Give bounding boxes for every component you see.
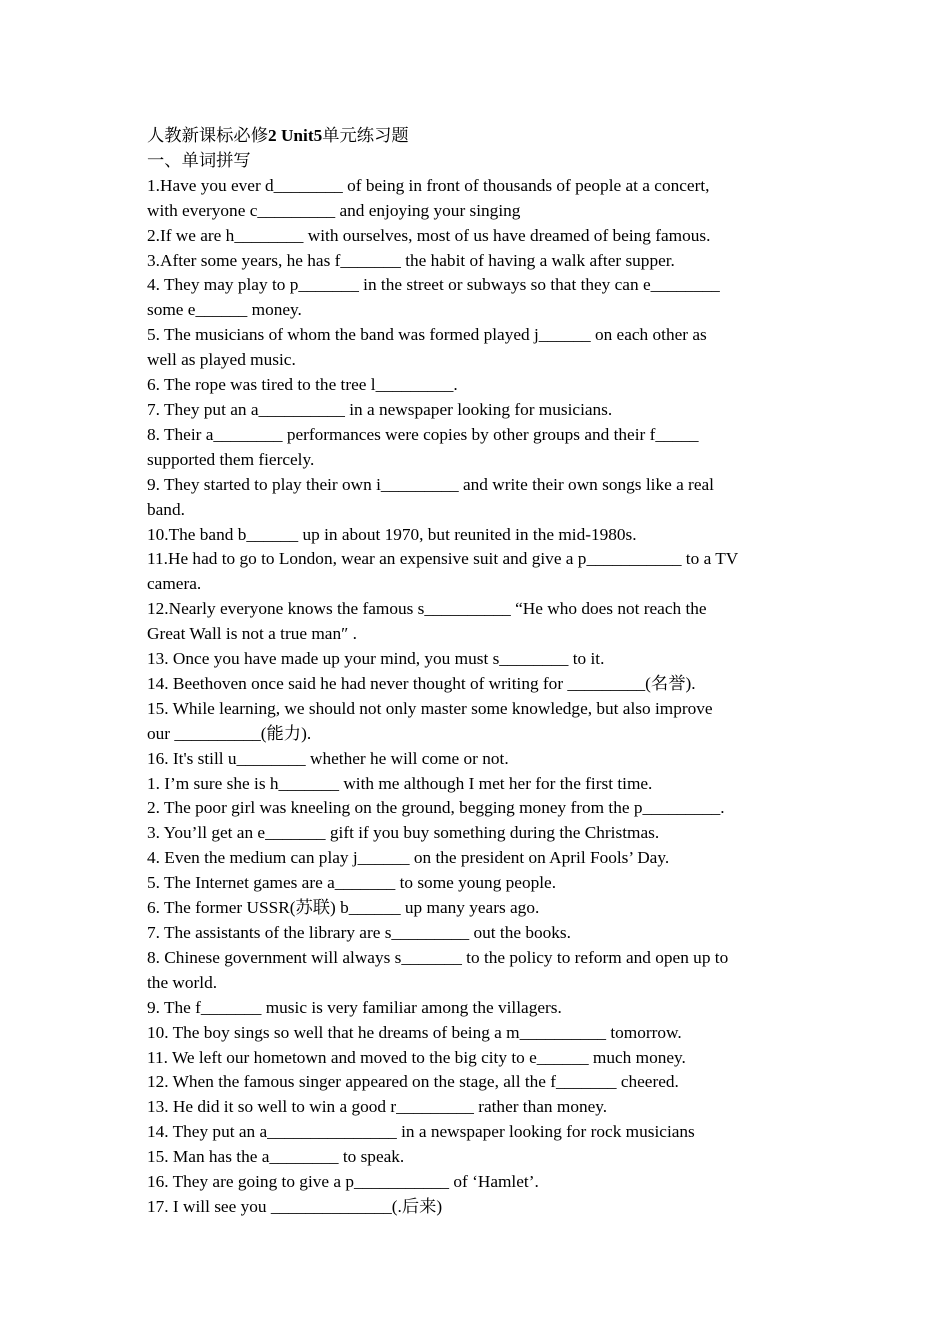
exercise-line: 15. Man has the a________ to speak. (147, 1147, 405, 1167)
exercise-line: 14. They put an a_______________ in a newspaper looking for rock musicians (147, 1122, 695, 1142)
exercise-line: 15. While learning, we should not only master some knowledge, but also improve (147, 698, 713, 718)
exercise-line: the world. (147, 972, 218, 992)
document-title (147, 124, 817, 149)
exercise-line: band. (147, 499, 185, 519)
exercise-line: 7. The assistants of the library are s_________ out the books. (147, 923, 571, 942)
title-prefix: 人教新课标必修 (147, 126, 268, 145)
exercise-line: our __________(能力). (147, 723, 312, 743)
exercise-list (147, 174, 817, 1220)
exercise-line: 10.The band b______ up in about 1970, but reunited in the mid-1980s. (147, 524, 637, 544)
exercise-line: 2. The poor girl was kneeling on the ground, begging money from the p_________. (147, 798, 725, 818)
exercise-line: 16. They are going to give a p___________ of ‘Hamlet’. (147, 1172, 539, 1192)
exercise-line: 1.Have you ever d________ of being in front of thousands of people at a concert, (147, 175, 710, 195)
exercise-line: 12. When the famous singer appeared on the stage, all the f_______ cheered. (147, 1072, 679, 1092)
exercise-line: camera. (147, 574, 202, 594)
exercise-line: 14. Beethoven once said he had never thought of writing for _________(名誉). (147, 673, 696, 693)
exercise-line: 6. The rope was tired to the tree l_________. (147, 375, 458, 395)
exercise-line: 8. Chinese government will always s_______ to the policy to reform and open up to (147, 947, 729, 967)
exercise-line: 9. The f_______ music is very familiar among the villagers. (147, 997, 562, 1017)
exercise-line: 1. I’m sure she is h_______ with me although I met her for the first time. (147, 773, 653, 793)
exercise-line: 4. Even the medium can play j______ on the president on April Fools’ Day. (147, 848, 670, 868)
exercise-line: 13. He did it so well to win a good r_________ rather than money. (147, 1097, 608, 1117)
exercise-line: 5. The musicians of whom the band was formed played j______ on each other as (147, 325, 707, 345)
exercise-line: 9. They started to play their own i_________ and write their own songs like a real (147, 474, 714, 494)
exercise-line: with everyone c_________ and enjoying your singing (147, 200, 521, 220)
title-suffix: 单元练习题 (322, 126, 409, 145)
exercise-line: Great Wall is not a true man″ . (147, 624, 357, 644)
exercise-line: 16. It's still u________ whether he will come or not. (147, 748, 509, 768)
exercise-line: 5. The Internet games are a_______ to some young people. (147, 873, 557, 893)
exercise-line: 12.Nearly everyone knows the famous s__________ “He who does not reach the (147, 599, 707, 619)
exercise-line: 4. They may play to p_______ in the street or subways so that they can e________ (147, 275, 720, 295)
exercise-line: some e______ money. (147, 300, 302, 320)
exercise-line: 7. They put an a__________ in a newspaper looking for musicians. (147, 399, 613, 419)
document-page (147, 124, 817, 1220)
exercise-line: supported them fiercely. (147, 449, 315, 469)
section-heading: 一、单词拼写 (147, 150, 251, 170)
title-bold: 2 Unit5 (267, 126, 323, 145)
exercise-line: 11. We left our hometown and moved to the big city to e______ much money. (147, 1047, 686, 1067)
exercise-line: 17. I will see you ______________(.后来) (147, 1196, 443, 1216)
exercise-line: 3.After some years, he has f_______ the habit of having a walk after supper. (147, 250, 675, 270)
exercise-line: 2.If we are h________ with ourselves, most of us have dreamed of being famous. (147, 225, 711, 245)
exercise-line: 11.He had to go to London, wear an expensive suit and give a p___________ to a TV (147, 549, 739, 569)
exercise-line: 8. Their a________ performances were copies by other groups and their f_____ (147, 424, 699, 444)
exercise-line: well as played music. (147, 350, 296, 370)
exercise-line: 3. You’ll get an e_______ gift if you buy something during the Christmas. (147, 823, 660, 843)
exercise-line: 10. The boy sings so well that he dreams of being a m__________ tomorrow. (147, 1022, 682, 1042)
exercise-line: 13. Once you have made up your mind, you must s________ to it. (147, 649, 605, 669)
exercise-line: 6. The former USSR(苏联) b______ up many years ago. (147, 898, 540, 918)
